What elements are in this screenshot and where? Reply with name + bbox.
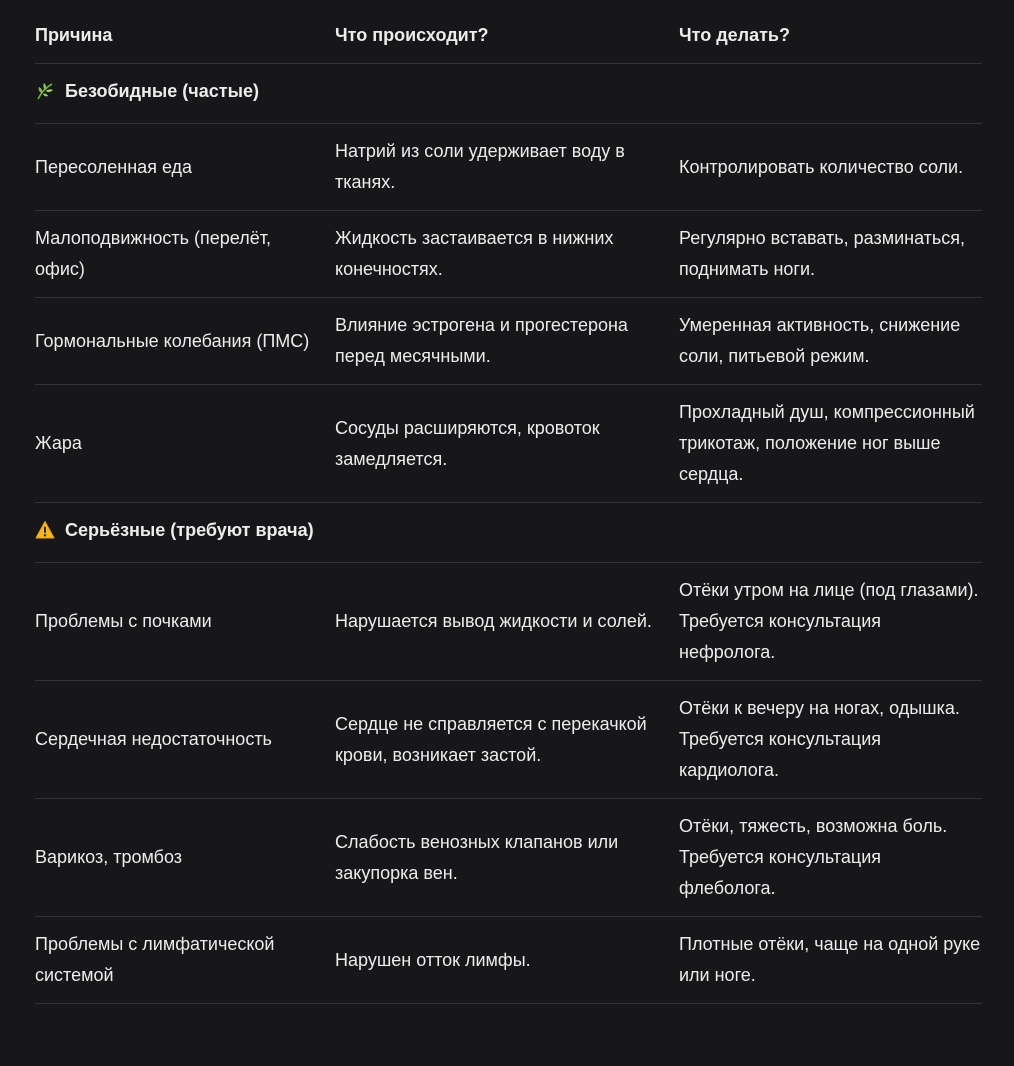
- group-row-serious: [35, 503, 982, 563]
- empty-cell: [335, 503, 679, 563]
- table-row: [35, 385, 982, 503]
- group-title-cell: [35, 64, 335, 124]
- what-happens-cell: Натрий из соли удерживает воду в тканях.: [335, 124, 679, 211]
- what-happens-cell: Нарушен отток лимфы.: [335, 917, 679, 1004]
- cause-cell: Сердечная недостаточность: [35, 681, 335, 799]
- what-happens-cell: Сосуды расширяются, кровоток замедляется.: [335, 385, 679, 503]
- group-title-cell: [35, 503, 335, 563]
- leaf-icon: [35, 80, 57, 111]
- cause-cell: Гормональные колебания (ПМС): [35, 298, 335, 385]
- empty-cell: [335, 64, 679, 124]
- what-happens-cell: Слабость венозных клапанов или закупорка вен.: [335, 799, 679, 917]
- what-to-do-cell: Отёки, тяжесть, возможна боль. Требуется консультация флеболога.: [679, 799, 982, 917]
- what-to-do-cell: Прохладный душ, компрессионный трикотаж, положение ног выше сердца.: [679, 385, 982, 503]
- header-what-to-do: Что делать?: [679, 0, 982, 64]
- what-to-do-cell: Контролировать количество соли.: [679, 124, 982, 211]
- empty-cell: [679, 64, 982, 124]
- table-header-row: [35, 0, 982, 64]
- group-row-harmless: [35, 64, 982, 124]
- cause-cell: Варикоз, тромбоз: [35, 799, 335, 917]
- cause-cell: Пересоленная еда: [35, 124, 335, 211]
- group-title: Безобидные (частые): [65, 81, 259, 101]
- causes-table-container: [35, 0, 982, 1004]
- what-to-do-cell: Регулярно вставать, разминаться, поднимать ноги.: [679, 211, 982, 298]
- what-happens-cell: Сердце не справляется с перекачкой крови, возникает застой.: [335, 681, 679, 799]
- cause-cell: Жара: [35, 385, 335, 503]
- cause-cell: Проблемы с лимфатической системой: [35, 917, 335, 1004]
- table-row: [35, 917, 982, 1004]
- empty-cell: [679, 503, 982, 563]
- what-to-do-cell: Умеренная активность, снижение соли, питьевой режим.: [679, 298, 982, 385]
- table-row: [35, 124, 982, 211]
- header-cause: Причина: [35, 0, 335, 64]
- table-row: [35, 298, 982, 385]
- what-happens-cell: Нарушается вывод жидкости и солей.: [335, 563, 679, 681]
- table-row: [35, 211, 982, 298]
- what-happens-cell: Влияние эстрогена и прогестерона перед месячными.: [335, 298, 679, 385]
- warning-icon: [35, 519, 57, 550]
- what-to-do-cell: Отёки утром на лице (под глазами). Требуется консультация нефролога.: [679, 563, 982, 681]
- what-to-do-cell: Плотные отёки, чаще на одной руке или ноге.: [679, 917, 982, 1004]
- table-row: [35, 799, 982, 917]
- what-happens-cell: Жидкость застаивается в нижних конечностях.: [335, 211, 679, 298]
- cause-cell: Малоподвижность (перелёт, офис): [35, 211, 335, 298]
- table-row: [35, 681, 982, 799]
- cause-cell: Проблемы с почками: [35, 563, 335, 681]
- group-title: Серьёзные (требуют врача): [65, 520, 314, 540]
- causes-table: [35, 0, 982, 1004]
- table-row: [35, 563, 982, 681]
- header-what-happens: Что происходит?: [335, 0, 679, 64]
- what-to-do-cell: Отёки к вечеру на ногах, одышка. Требуется консультация кардиолога.: [679, 681, 982, 799]
